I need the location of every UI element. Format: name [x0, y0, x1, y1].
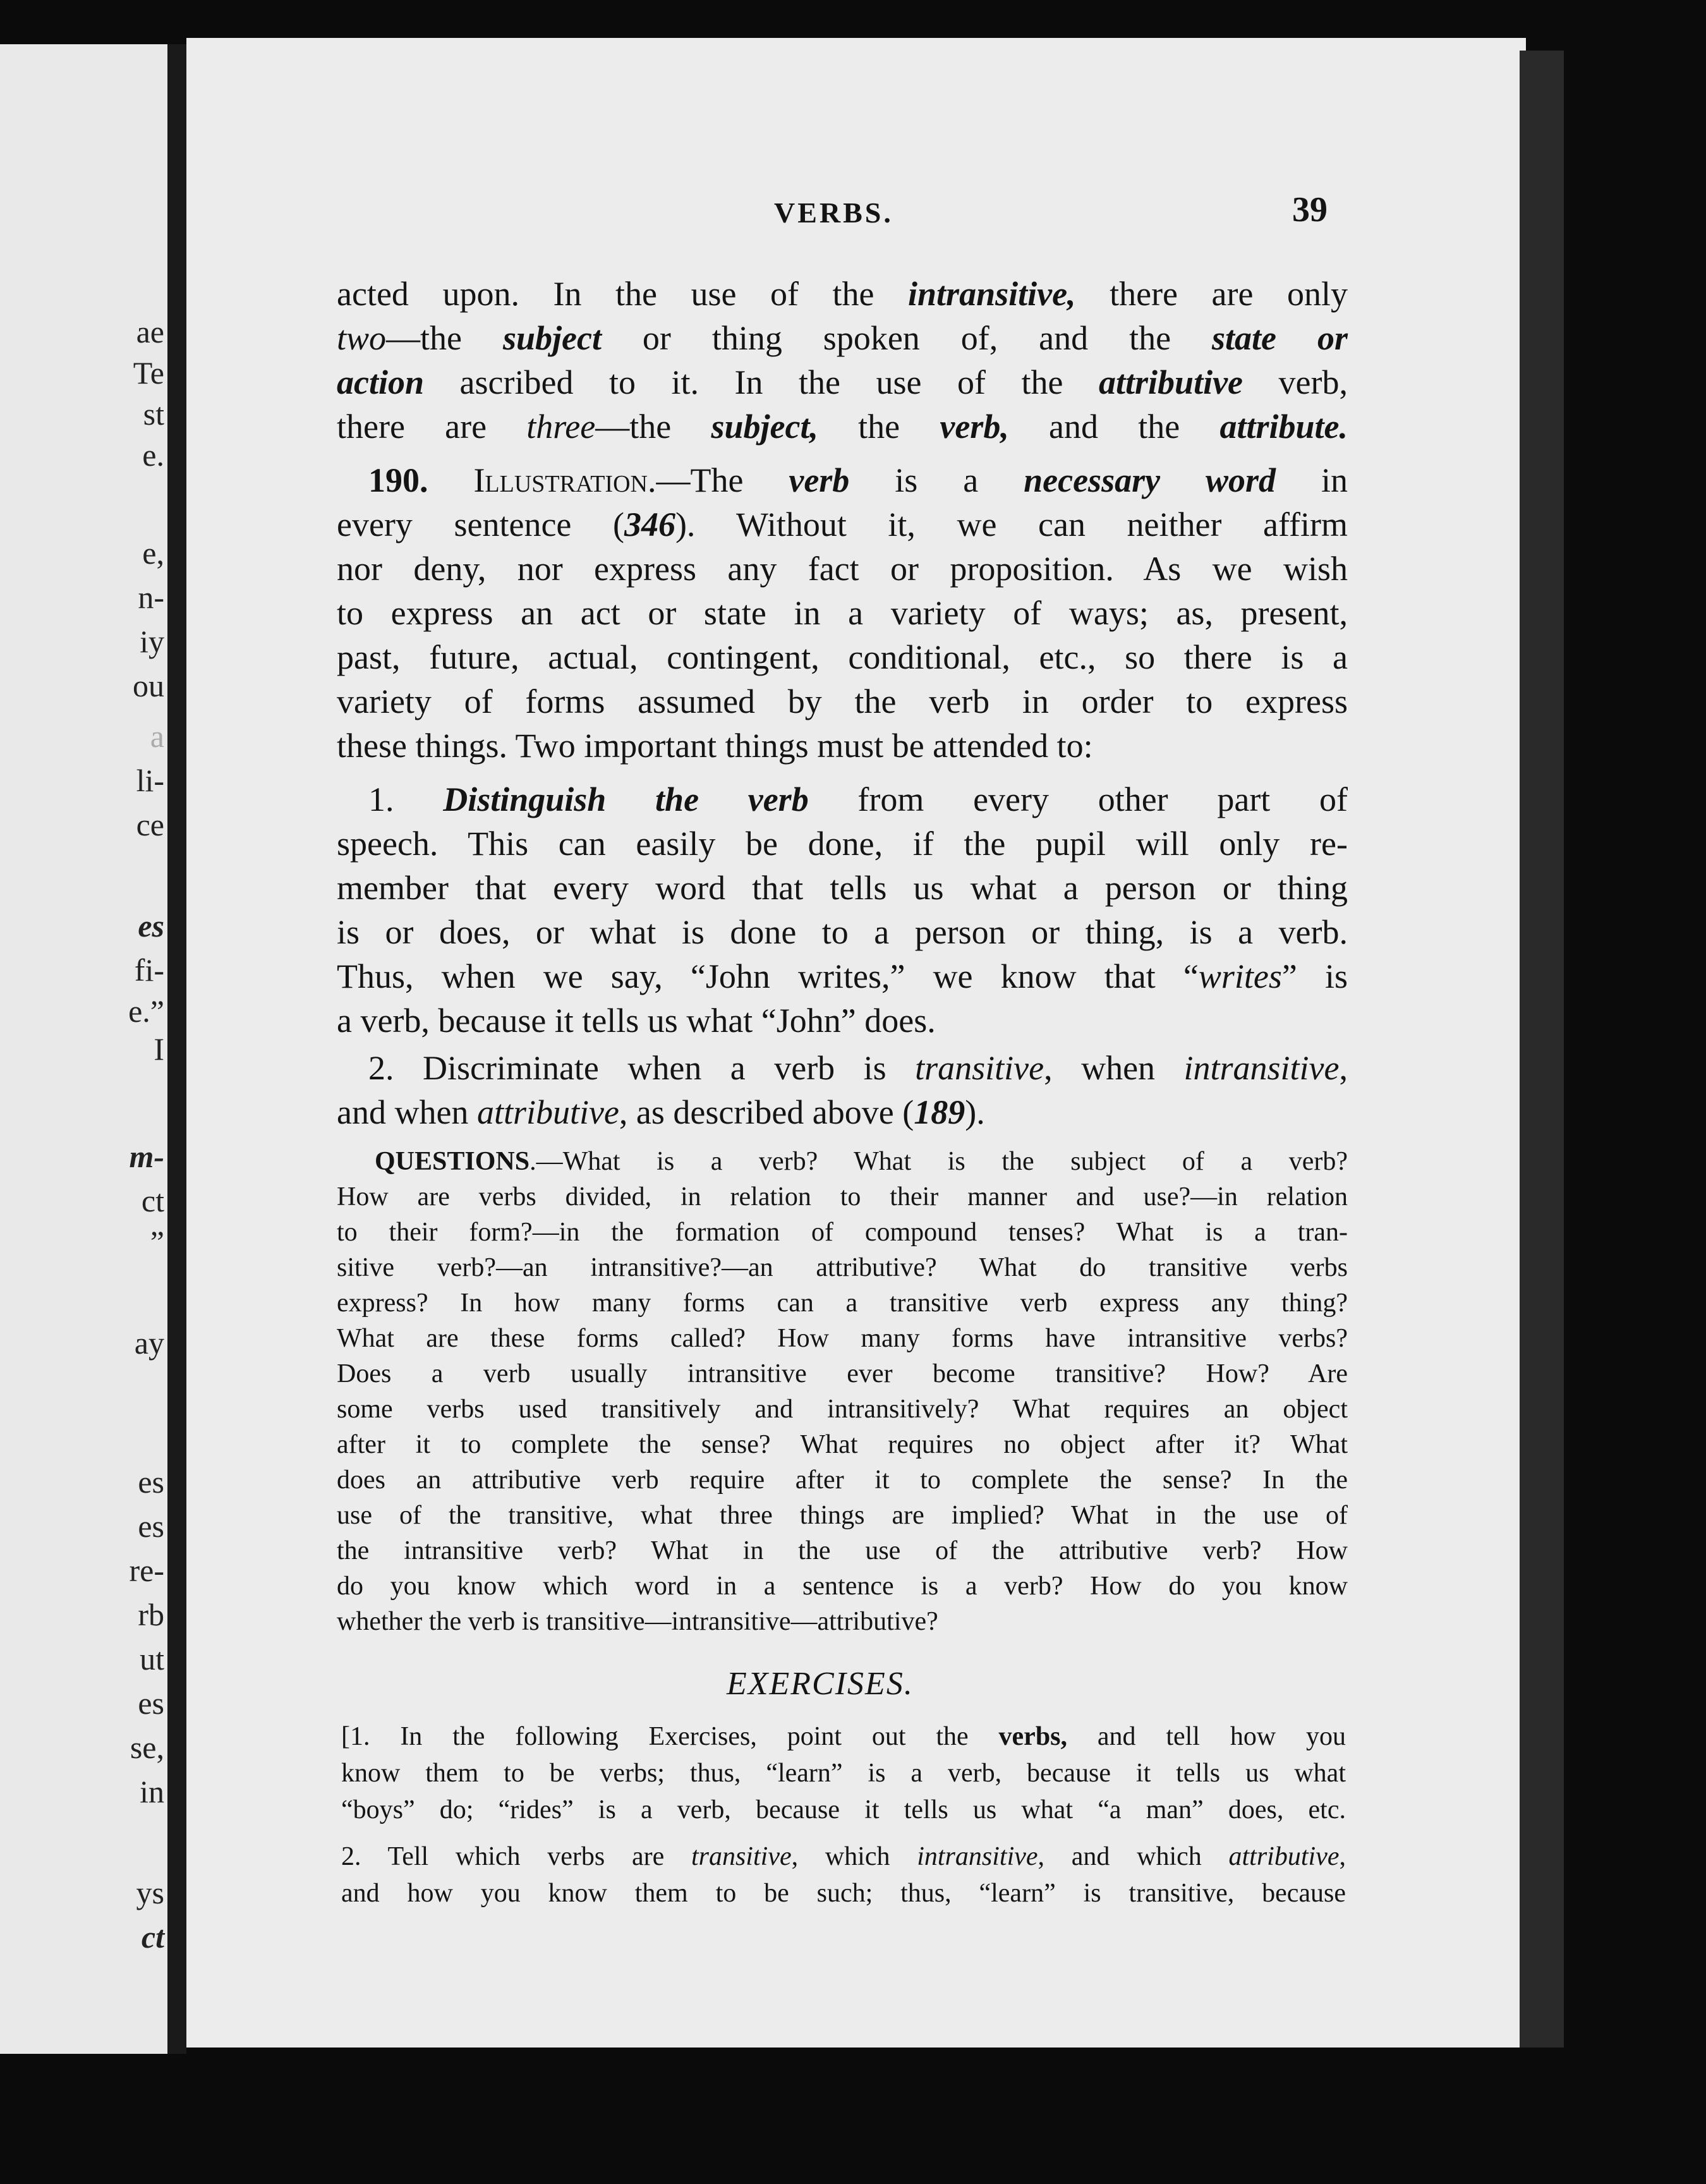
left-fragment: ou	[133, 668, 164, 703]
left-fragment: es	[138, 908, 164, 943]
text-line: and when attributive, as described above (189).	[337, 1093, 985, 1131]
left-fragment: ct	[141, 1183, 164, 1218]
left-fragment: li-	[136, 763, 164, 798]
text-line: nor deny, nor express any fact or proposition. As we wish	[337, 550, 1348, 588]
questions-line: express? In how many forms can a transitive verb express any thing?	[337, 1289, 1348, 1318]
questions-line: after it to complete the sense? What requires no object after it? What	[337, 1430, 1348, 1459]
left-fragment: ”	[150, 1224, 164, 1259]
questions-line: QUESTIONS.—What is a verb? What is the subject of a verb?	[375, 1147, 1348, 1176]
list-item-2: 2. Discriminate when a verb is transitive, when intransitive,	[368, 1049, 1348, 1087]
left-fragment: es	[138, 1508, 164, 1544]
text-line: acted upon. In the use of the intransitive, there are only	[337, 275, 1348, 313]
questions-line: some verbs used transitively and intransitively? What requires an object	[337, 1395, 1348, 1424]
questions-line: How are verbs divided, in relation to their manner and use?—in relation	[337, 1182, 1348, 1211]
left-fragment: es	[138, 1685, 164, 1721]
text-line: action ascribed to it. In the use of the attributive verb,	[337, 363, 1348, 401]
left-fragment: e,	[142, 535, 164, 571]
page-number: 39	[1292, 190, 1328, 229]
left-fragment: ae	[136, 314, 164, 349]
left-fragment: se,	[130, 1730, 164, 1765]
questions-label: QUESTIONS	[375, 1147, 530, 1176]
left-fragment: ut	[140, 1641, 164, 1677]
text-line: past, future, actual, contingent, conditional, etc., so there is a	[337, 638, 1348, 676]
text-line: Thus, when we say, “John writes,” we know that “writes” is	[337, 957, 1348, 995]
section-number: 190.	[368, 461, 428, 499]
left-fragment: e.”	[128, 993, 164, 1029]
text-line: these things. Two important things must be attended to:	[337, 727, 1093, 765]
left-fragment: I	[154, 1031, 164, 1067]
exercise-line: [1. In the following Exercises, point out the verbs, and tell how you	[341, 1722, 1346, 1751]
left-fragment: ys	[136, 1875, 164, 1910]
left-fragment: ce	[136, 807, 164, 842]
left-fragment: n-	[138, 579, 164, 615]
page-edge	[1520, 51, 1564, 2048]
questions-line: Does a verb usually intransitive ever become transitive? How? Are	[337, 1359, 1348, 1388]
text-line: variety of forms assumed by the verb in order to express	[337, 682, 1348, 720]
exercise-line: know them to be verbs; thus, “learn” is a verb, because it tells us what	[341, 1759, 1346, 1788]
questions-line: use of the transitive, what three things are implied? What in the use of	[337, 1501, 1348, 1530]
exercise-line: 2. Tell which verbs are transitive, which intransitive, and which attributive,	[341, 1842, 1346, 1871]
exercise-line: “boys” do; “rides” is a verb, because it tells us what “a man” does, etc.	[341, 1795, 1346, 1824]
exercise-line: and how you know them to be such; thus, “learn” is transitive, because	[341, 1879, 1346, 1908]
left-fragment: rb	[138, 1597, 164, 1632]
questions-line: to their form?—in the formation of compound tenses? What is a tran-	[337, 1218, 1348, 1247]
text-line: to express an act or state in a variety of ways; as, present,	[337, 594, 1348, 632]
left-fragment: ay	[134, 1325, 164, 1361]
questions-line: What are these forms called? How many forms have intransitive verbs?	[337, 1324, 1348, 1353]
questions-line: whether the verb is transitive—intransitive—attributive?	[337, 1607, 938, 1636]
list-item-1: 1. Distinguish the verb from every other part of	[368, 780, 1348, 818]
exercises-heading: EXERCISES.	[727, 1666, 914, 1702]
text-line: every sentence (346). Without it, we can neither affirm	[337, 506, 1348, 543]
questions-line: do you know which word in a sentence is a verb? How do you know	[337, 1572, 1348, 1601]
text-line: there are three—the subject, the verb, and the attribute.	[337, 408, 1348, 446]
questions-line: sitive verb?—an intransitive?—an attributive? What do transitive verbs	[337, 1253, 1348, 1282]
text-line: speech. This can easily be done, if the pupil will only re-	[337, 825, 1348, 863]
left-fragment: ct	[141, 1919, 164, 1955]
text-line: a verb, because it tells us what “John” does.	[337, 1002, 936, 1040]
questions-line: the intransitive verb? What in the use of the attributive verb? How	[337, 1536, 1348, 1565]
section-190-line: 190. Illustration.—The verb is a necessary word in	[368, 461, 1348, 499]
left-fragment: m-	[129, 1139, 164, 1174]
left-fragment: Te	[133, 355, 164, 391]
left-fragment: re-	[129, 1553, 164, 1588]
left-facing-page	[0, 44, 174, 2054]
book-gutter	[167, 44, 186, 2054]
left-fragment: fi-	[134, 952, 164, 988]
left-fragment: in	[140, 1774, 164, 1809]
left-fragment: es	[138, 1464, 164, 1500]
text-line: two—the subject or thing spoken of, and the state or	[337, 319, 1348, 357]
text-line: is or does, or what is done to a person or thing, is a verb.	[337, 913, 1348, 951]
left-fragment: e.	[142, 437, 164, 473]
questions-line: does an attributive verb require after it to complete the sense? In the	[337, 1465, 1348, 1495]
left-fragment: a	[150, 719, 164, 754]
left-fragment: iy	[140, 624, 164, 659]
text-line: member that every word that tells us what a person or thing	[337, 869, 1348, 907]
running-head: VERBS.	[774, 197, 893, 229]
left-fragment: st	[143, 396, 164, 432]
